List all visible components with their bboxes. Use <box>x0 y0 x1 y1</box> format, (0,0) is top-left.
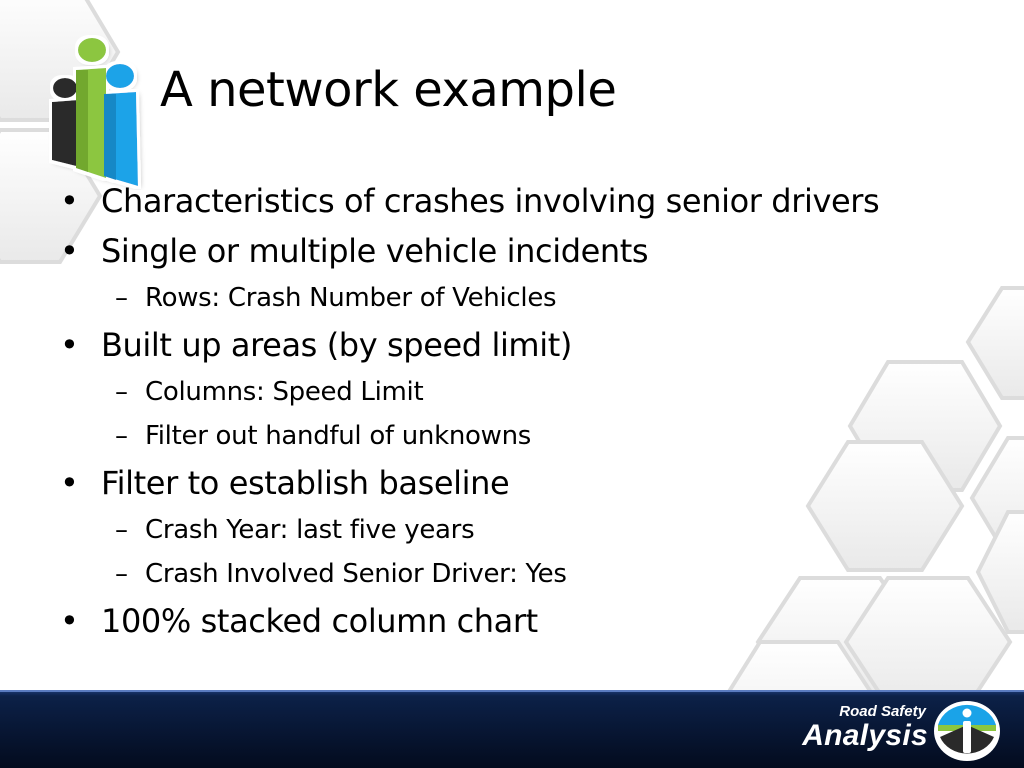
bullet-dot: • <box>60 464 79 502</box>
sub-bullet-item <box>60 282 879 314</box>
bullet-item <box>60 464 879 502</box>
road-sign-logo-icon <box>932 697 1002 763</box>
bullet-dot: • <box>60 326 79 364</box>
sub-bullet-item <box>60 376 879 408</box>
brand-tagline: Road Safety <box>839 703 926 720</box>
bullet-text: 100% stacked column chart <box>101 602 538 640</box>
blue-figure <box>104 64 138 186</box>
brand-wordmark <box>802 704 928 752</box>
bullet-dot: • <box>60 232 79 270</box>
black-figure <box>52 78 78 166</box>
bullet-item <box>60 602 879 640</box>
green-figure <box>76 38 106 178</box>
bullet-dot: • <box>60 182 79 220</box>
sub-bullet-text: Rows: Crash Number of Vehicles <box>145 283 557 313</box>
footer-bar <box>0 690 1024 768</box>
slide-title: A network example <box>160 62 617 118</box>
sub-bullet-text: Crash Year: last five years <box>145 515 475 545</box>
sub-bullet-text: Filter out handful of unknowns <box>145 421 532 451</box>
sub-bullet-text: Crash Involved Senior Driver: Yes <box>145 559 567 589</box>
sub-bullet-dash: – <box>115 283 128 313</box>
bullet-item <box>60 232 879 270</box>
sub-bullet-dash: – <box>115 515 128 545</box>
sub-bullet-item <box>60 558 879 590</box>
bullet-item <box>60 326 879 364</box>
background-hexagon <box>968 288 1024 398</box>
bullet-item <box>60 182 879 220</box>
bullet-text: Single or multiple vehicle incidents <box>101 232 649 270</box>
sub-bullet-dash: – <box>115 421 128 451</box>
bullet-list <box>60 182 879 640</box>
brand-name: Analysis <box>802 719 928 752</box>
bullet-text: Built up areas (by speed limit) <box>101 326 572 364</box>
bullet-dot: • <box>60 602 79 640</box>
footer-divider <box>0 690 1024 692</box>
people-figures-logo-icon <box>40 30 150 190</box>
sub-bullet-item <box>60 420 879 452</box>
sub-bullet-item <box>60 514 879 546</box>
sub-bullet-dash: – <box>115 377 128 407</box>
sub-bullet-dash: – <box>115 559 128 589</box>
sub-bullet-text: Columns: Speed Limit <box>145 377 424 407</box>
bullet-text: Characteristics of crashes involving senior drivers <box>101 182 880 220</box>
bullet-text: Filter to establish baseline <box>101 464 510 502</box>
